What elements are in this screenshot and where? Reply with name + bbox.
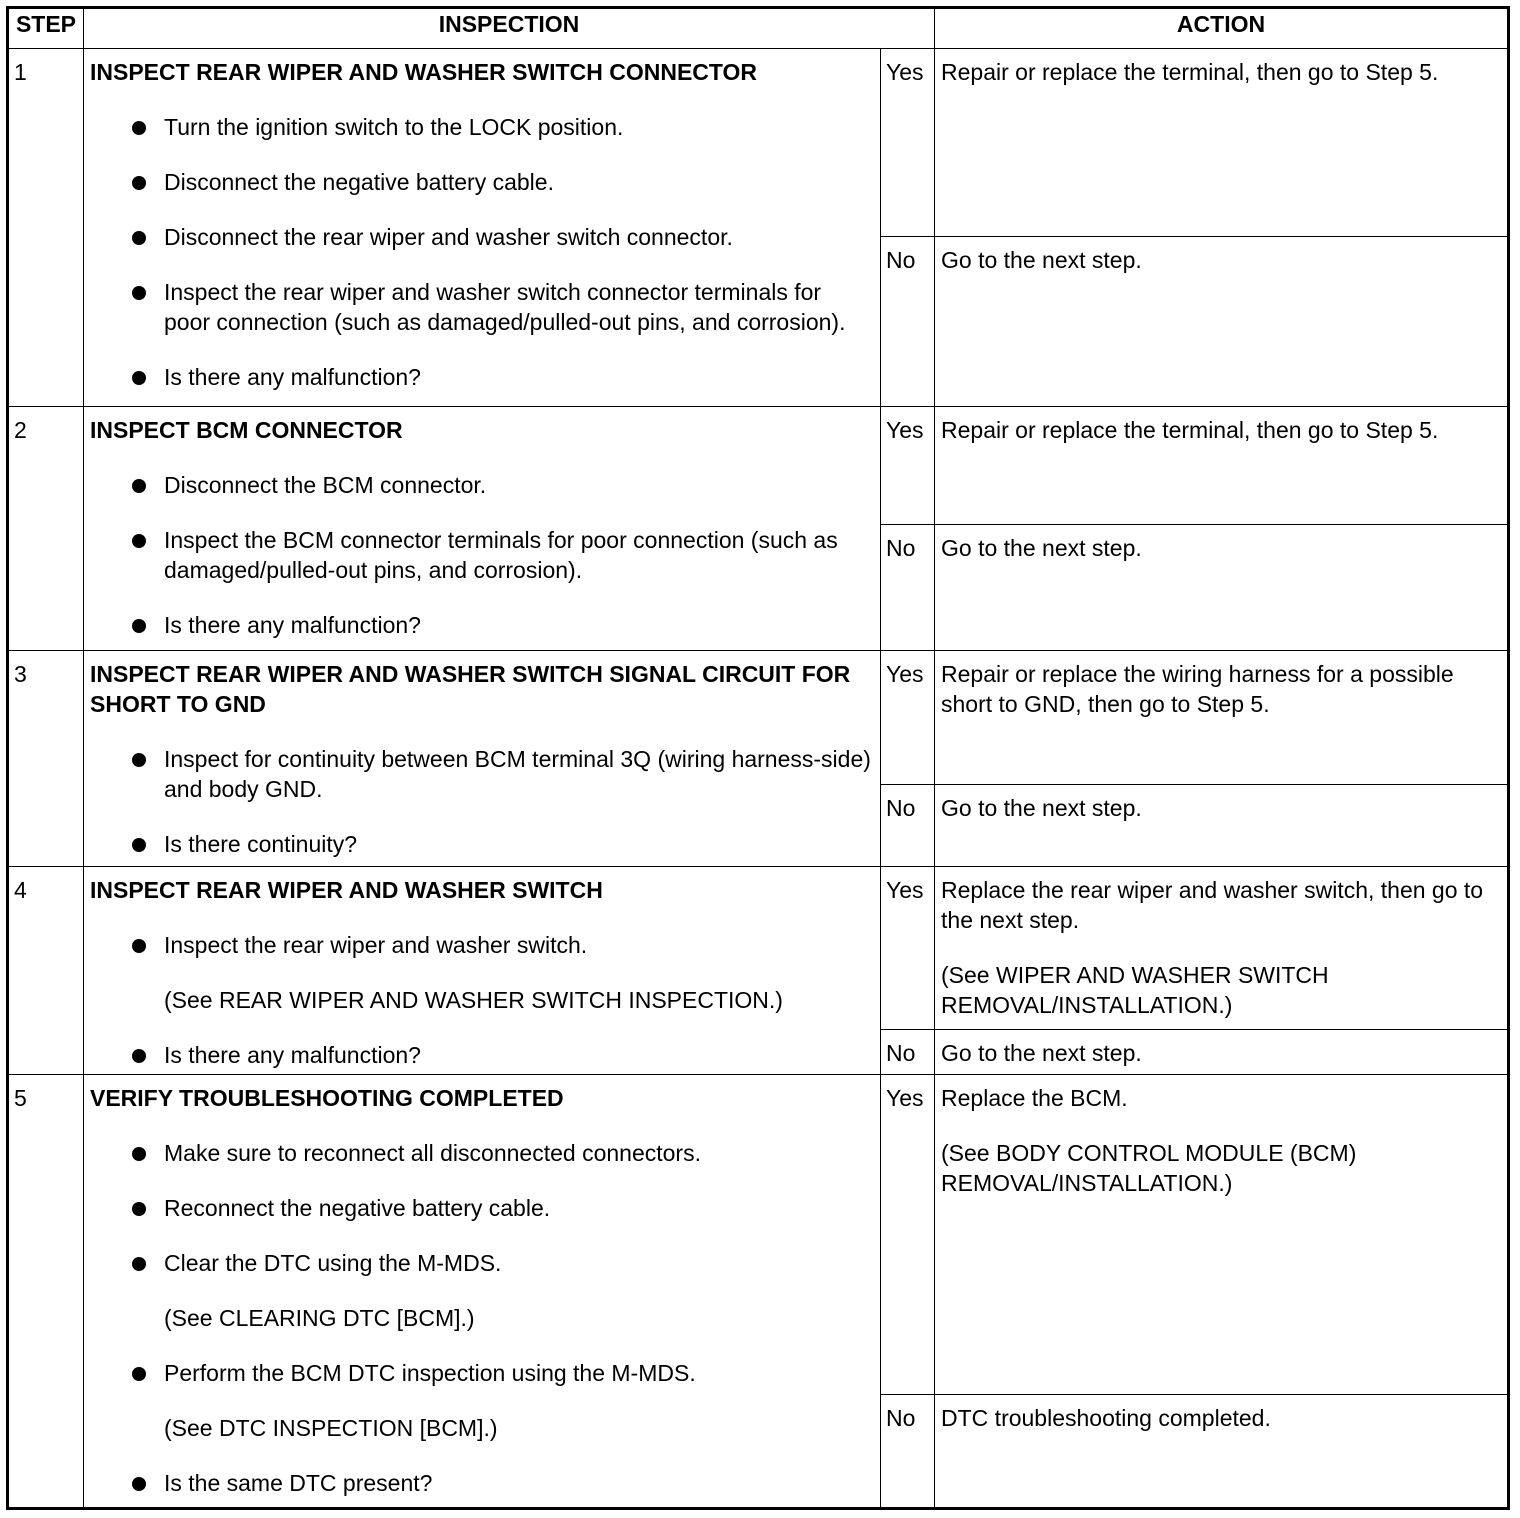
inspection-cell (84, 1074, 881, 1508)
inspection-item: Reconnect the negative battery cable. (128, 1193, 872, 1223)
inspection-item: Clear the DTC using the M-MDS. (128, 1248, 872, 1278)
yes-action: Repair or replace the wiring harness for a possible short to GND, then go to Step 5. (935, 651, 1509, 785)
inspection-title: INSPECT REAR WIPER AND WASHER SWITCH CONNECTOR (90, 59, 758, 85)
inspection-title: INSPECT REAR WIPER AND WASHER SWITCH (90, 876, 603, 903)
header-action: ACTION (935, 8, 1509, 49)
yes-label: Yes (881, 406, 935, 524)
no-action: Go to the next step. (935, 524, 1509, 650)
bullet-icon (128, 744, 164, 804)
inspection-item: Turn the ignition switch to the LOCK position. (128, 112, 872, 142)
inspection-item: Perform the BCM DTC inspection using the M-MDS. (128, 1358, 872, 1388)
bullet-icon (128, 1040, 164, 1070)
no-action: Go to the next step. (935, 1029, 1509, 1074)
see-reference: (See DTC INSPECTION [BCM].) (164, 1414, 498, 1441)
bullet-icon (128, 1248, 164, 1278)
inspection-cell (84, 866, 881, 1074)
no-action: Go to the next step. (935, 785, 1509, 867)
inspection-title: INSPECT REAR WIPER AND WASHER SWITCH SIGNAL CIRCUIT FOR SHORT TO GND (90, 661, 851, 718)
inspection-cell (84, 406, 881, 650)
yes-action: Replace the rear wiper and washer switch, then go to the next step. (See WIPER AND WASHER SWITCH REMOVAL/INSTALLATION.) (935, 866, 1509, 1029)
bullet-icon (128, 470, 164, 500)
inspection-cell (84, 49, 881, 407)
yes-action: Repair or replace the terminal, then go to Step 5. (935, 49, 1509, 237)
bullet-icon (128, 1193, 164, 1223)
bullet-icon (128, 1358, 164, 1388)
inspection-title: VERIFY TROUBLESHOOTING COMPLETED (90, 1084, 564, 1111)
no-action: DTC troubleshooting completed. (935, 1394, 1509, 1508)
step-2-yes-row (8, 406, 1509, 524)
yes-label: Yes (881, 1074, 935, 1394)
step-number: 5 (8, 1074, 84, 1508)
yes-action: Repair or replace the terminal, then go to Step 5. (935, 406, 1509, 524)
bullet-icon (128, 112, 164, 142)
step-number: 2 (8, 406, 84, 650)
bullet-icon (128, 1138, 164, 1168)
inspection-item: Is the same DTC present? (128, 1468, 872, 1498)
header-row (8, 8, 1509, 49)
step-number: 4 (8, 866, 84, 1074)
yes-label: Yes (881, 651, 935, 785)
step-4-yes-row (8, 866, 1509, 1029)
no-label: No (881, 1029, 935, 1074)
header-inspection: INSPECTION (84, 8, 935, 49)
see-reference: (See WIPER AND WASHER SWITCH REMOVAL/INSTALLATION.) (941, 961, 1329, 1018)
inspection-item: Disconnect the rear wiper and washer switch connector. (128, 222, 872, 252)
no-label: No (881, 1394, 935, 1508)
inspection-cell (84, 651, 881, 867)
header-step: STEP (8, 8, 84, 49)
inspection-item: Is there any malfunction? (128, 610, 872, 640)
inspection-item: Inspect for continuity between BCM terminal 3Q (wiring harness-side) and body GND. (128, 744, 872, 804)
inspection-item: Disconnect the BCM connector. (128, 470, 872, 500)
see-reference: (See REAR WIPER AND WASHER SWITCH INSPECTION.) (164, 986, 783, 1013)
bullet-icon (128, 222, 164, 252)
step-5-yes-row (8, 1074, 1509, 1394)
inspection-item: Make sure to reconnect all disconnected connectors. (128, 1138, 872, 1168)
no-label: No (881, 524, 935, 650)
inspection-item: Is there any malfunction? (128, 1040, 872, 1070)
inspection-title: INSPECT BCM CONNECTOR (90, 416, 403, 443)
bullet-icon (128, 1468, 164, 1498)
inspection-item: Inspect the rear wiper and washer switch connector terminals for poor connection (such as damaged/pulled-out pins, and corrosion). (128, 277, 872, 337)
step-number: 3 (8, 651, 84, 867)
bullet-icon (128, 525, 164, 585)
bullet-icon (128, 362, 164, 392)
yes-label: Yes (881, 866, 935, 1029)
inspection-item: Inspect the BCM connector terminals for poor connection (such as damaged/pulled-out pins, and corrosion). (128, 525, 872, 585)
no-label: No (881, 785, 935, 867)
see-reference: (See CLEARING DTC [BCM].) (164, 1304, 475, 1331)
bullet-icon (128, 277, 164, 337)
step-number: 1 (8, 49, 84, 407)
no-label: No (881, 237, 935, 407)
see-reference: (See BODY CONTROL MODULE (BCM) REMOVAL/INSTALLATION.) (941, 1139, 1357, 1196)
inspection-item: Is there continuity? (128, 829, 872, 859)
yes-label: Yes (881, 49, 935, 237)
inspection-item: Inspect the rear wiper and washer switch. (128, 930, 872, 960)
inspection-item: Is there any malfunction? (128, 362, 872, 392)
bullet-icon (128, 610, 164, 640)
bullet-icon (128, 930, 164, 960)
bullet-icon (128, 167, 164, 197)
step-1-yes-row (8, 49, 1509, 237)
bullet-icon (128, 829, 164, 859)
no-action: Go to the next step. (935, 237, 1509, 407)
troubleshooting-table (6, 6, 1510, 1510)
inspection-item: Disconnect the negative battery cable. (128, 167, 872, 197)
yes-action: Replace the BCM. (See BODY CONTROL MODULE (BCM) REMOVAL/INSTALLATION.) (935, 1074, 1509, 1394)
step-3-yes-row (8, 651, 1509, 785)
